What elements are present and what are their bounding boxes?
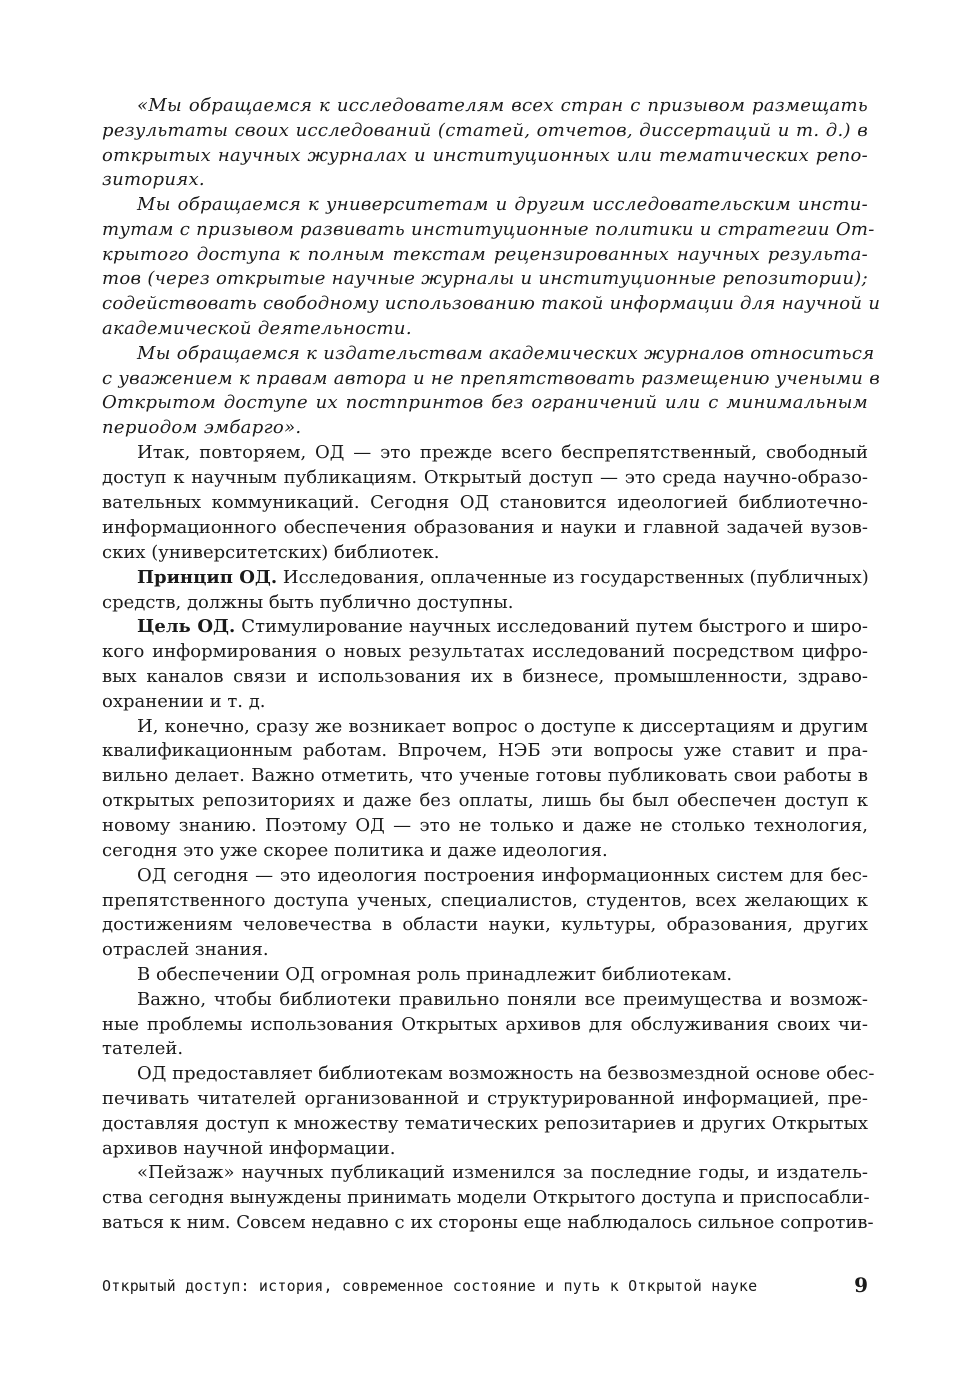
text-line: [137, 565, 868, 590]
text-line: [102, 1210, 874, 1235]
text-line: [102, 540, 868, 565]
text-line: [102, 490, 868, 515]
text-line: [102, 266, 868, 291]
text-line: [102, 242, 868, 267]
text-line: [137, 962, 868, 987]
text-line: [102, 316, 868, 341]
text-line: [137, 1061, 875, 1086]
line-text: ОД предоставляет библиотекам возможность на безвозмездной основе обес-: [137, 1063, 875, 1084]
line-text: сегодня это уже скорее политика и даже идеология.: [102, 840, 608, 861]
text-line: [102, 813, 868, 838]
line-text: кого информирования о новых результатах исследований посредством цифро-: [102, 641, 868, 662]
text-line: [102, 143, 868, 168]
text-line: [102, 888, 868, 913]
line-text: печивать читателей организованной и структурированной информацией, пре-: [102, 1088, 868, 1109]
text-line: [137, 192, 868, 217]
line-text: И, конечно, сразу же возникает вопрос о доступе к диссертациям и другим: [137, 716, 868, 737]
text-line: [102, 937, 868, 962]
text-line: [102, 788, 868, 813]
text-line: [102, 390, 868, 415]
text-line: [102, 366, 880, 391]
text-line: [137, 1160, 868, 1185]
text-line: [102, 738, 868, 763]
line-text: Итак, повторяем, ОД — это прежде всего беспрепятственный, свободный: [137, 442, 868, 463]
running-footer-title: Открытый доступ: история, современное состояние и путь к Открытой науке: [102, 1277, 758, 1295]
text-line: [102, 590, 868, 615]
line-text: ные проблемы использования Открытых архивов для обслуживания своих чи-: [102, 1014, 868, 1035]
line-text: ОД сегодня — это идеология построения информационных систем для бес-: [137, 865, 868, 886]
bold-lead-in: Цель ОД.: [137, 616, 236, 637]
text-line: [102, 1185, 868, 1210]
bold-lead-in: Принцип ОД.: [137, 567, 278, 588]
line-text: ских (университетских) библиотек.: [102, 542, 440, 563]
text-line: [102, 1136, 868, 1161]
text-line: [102, 689, 868, 714]
line-text: вых каналов связи и использования их в бизнесе, промышленности, здраво-: [102, 666, 868, 687]
text-line: [137, 614, 868, 639]
text-line: [102, 291, 881, 316]
line-text: Мы обращаемся к университетам и другим исследовательским инсти-: [137, 194, 868, 215]
line-text: квалификационным работам. Впрочем, НЭБ эти вопросы уже ставит и пра-: [102, 740, 868, 761]
line-text: вательных коммуникаций. Сегодня ОД становится идеологией библиотечно-: [102, 492, 868, 513]
text-line: [102, 912, 868, 937]
line-text: с уважением к правам автора и не препятствовать размещению учеными в: [102, 368, 880, 389]
line-text: периодом эмбарго».: [102, 417, 302, 438]
line-text: доставляя доступ к множеству тематических репозитариев и других Открытых: [102, 1113, 868, 1134]
line-text: отраслей знания.: [102, 939, 269, 960]
line-text: содействовать свободному использованию такой информации для научной и: [102, 293, 881, 314]
line-text: ваться к ним. Совсем недавно с их стороны еще наблюдалось сильное сопротив-: [102, 1212, 874, 1233]
line-text: информационного обеспечения образования и науки и главной задачей вузов-: [102, 517, 868, 538]
text-line: [102, 1012, 868, 1037]
line-text: зиториях.: [102, 169, 205, 190]
text-line: [102, 664, 868, 689]
text-line: [137, 714, 868, 739]
line-text: тов (через открытые научные журналы и институционные репозитории);: [102, 268, 868, 289]
text-line: [102, 415, 868, 440]
line-text: тутам с призывом развивать институционные политики и стратегии От-: [102, 219, 875, 240]
line-text: Важно, чтобы библиотеки правильно поняли все преимущества и возмож-: [137, 989, 868, 1010]
text-line: [102, 1036, 868, 1061]
text-line: [102, 515, 868, 540]
line-text: Открытом доступе их постпринтов без ограничений или с минимальным: [102, 392, 868, 413]
line-text: архивов научной информации.: [102, 1138, 396, 1159]
line-text: достижениям человечества в области науки, культуры, образования, других: [102, 914, 868, 935]
text-line: [102, 167, 868, 192]
text-line: [102, 217, 875, 242]
line-text: В обеспечении ОД огромная роль принадлежит библиотекам.: [137, 964, 733, 985]
line-text: открытых научных журналах и институционных или тематических репо-: [102, 145, 868, 166]
line-text: тателей.: [102, 1038, 184, 1059]
line-text: доступ к научным публикациям. Открытый доступ — это среда научно-образо-: [102, 467, 868, 488]
line-text: крытого доступа к полным текстам рецензированных научных результа-: [102, 244, 868, 265]
line-text: открытых репозиториях и даже без оплаты, лишь бы был обеспечен доступ к: [102, 790, 868, 811]
page-number: 9: [854, 1273, 868, 1297]
text-line: [102, 1111, 868, 1136]
text-line: [102, 838, 868, 863]
line-text: «Мы обращаемся к исследователям всех стран с призывом размещать: [137, 95, 868, 116]
line-text: средств, должны быть публично доступны.: [102, 592, 514, 613]
line-text: ства сегодня вынуждены принимать модели Открытого доступа и приспосабли-: [102, 1187, 870, 1208]
line-text: Мы обращаемся к издательствам академических журналов относиться: [137, 343, 875, 364]
text-line: [102, 1086, 868, 1111]
line-text: охранении и т. д.: [102, 691, 266, 712]
text-line: [137, 93, 868, 118]
text-line: [137, 987, 868, 1012]
line-text: вильно делает. Важно отметить, что ученые готовы публиковать свои работы в: [102, 765, 868, 786]
text-line: [102, 639, 868, 664]
line-text: новому знанию. Поэтому ОД — это не только и даже не столько технология,: [102, 815, 868, 836]
line-text: академической деятельности.: [102, 318, 412, 339]
line-text: «Пейзаж» научных публикаций изменился за последние годы, и издатель-: [137, 1162, 868, 1183]
text-line: [137, 440, 868, 465]
text-line: [102, 118, 868, 143]
line-text: результаты своих исследований (статей, отчетов, диссертаций и т. д.) в: [102, 120, 868, 141]
line-text: Стимулирование научных исследований путем быстрого и широ-: [235, 616, 868, 637]
text-line: [102, 763, 868, 788]
text-line: [102, 465, 868, 490]
text-line: [137, 863, 868, 888]
line-text: Исследования, оплаченные из государственных (публичных): [277, 567, 869, 588]
line-text: препятственного доступа ученых, специалистов, студентов, всех желающих к: [102, 890, 868, 911]
text-line: [137, 341, 875, 366]
